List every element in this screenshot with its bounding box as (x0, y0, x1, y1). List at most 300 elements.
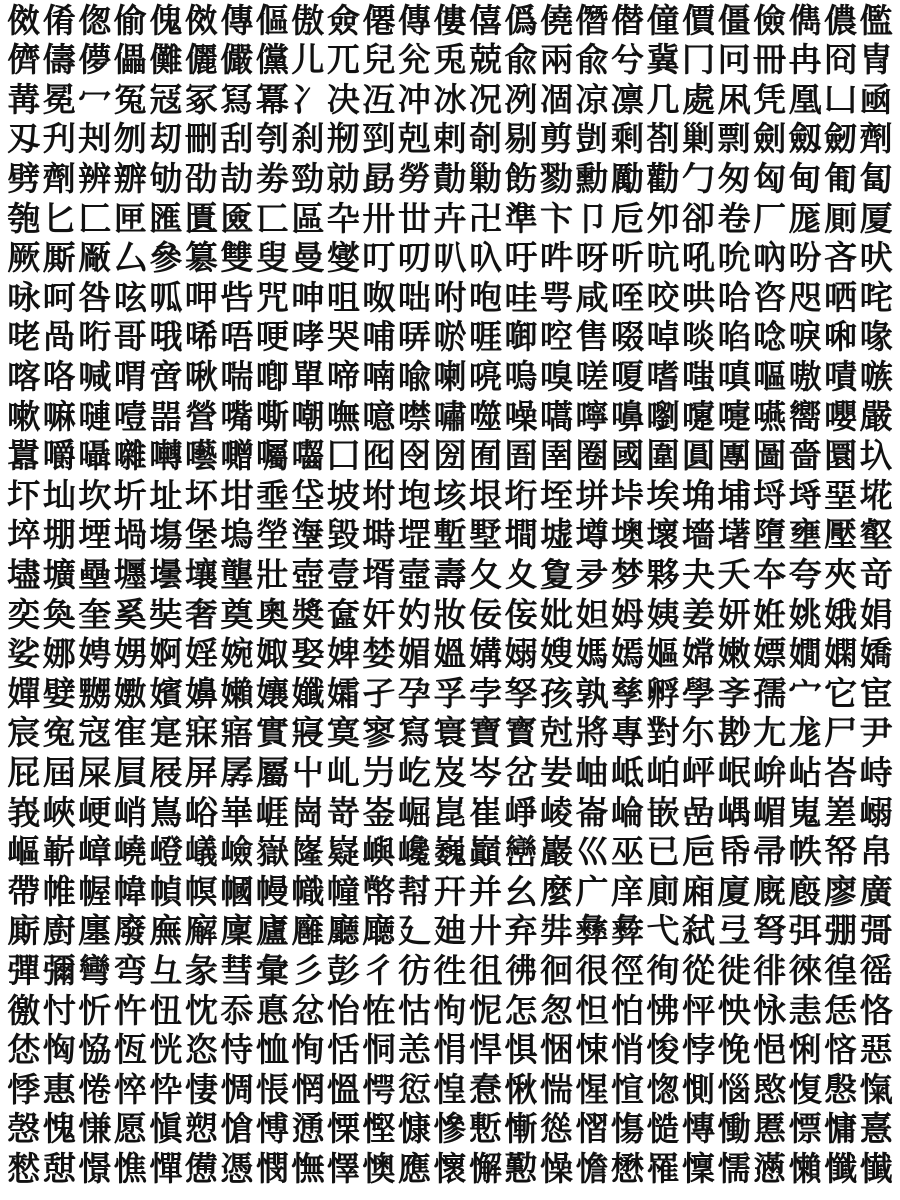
glyph-character: 妍 (717, 594, 751, 634)
glyph-character: 兊 (397, 40, 431, 80)
glyph-character: 坏 (184, 475, 218, 515)
glyph-character: 哺 (362, 317, 396, 357)
glyph-character: 冖 (78, 79, 112, 119)
glyph-character: 叮 (362, 238, 396, 278)
glyph-character: 嫐 (113, 673, 147, 713)
glyph-character: 愕 (362, 1069, 396, 1109)
glyph-character: 嬲 (78, 673, 112, 713)
glyph-character: 悳 (255, 990, 289, 1030)
glyph-character: 塢 (220, 515, 254, 555)
glyph-character: 圷 (7, 475, 41, 515)
glyph-character: 嚆 (539, 396, 573, 436)
glyph-character: 婀 (149, 634, 183, 674)
glyph-character: 嚶 (824, 396, 858, 436)
glyph-character: 垳 (504, 475, 538, 515)
glyph-character: 冊 (753, 40, 787, 80)
glyph-character: 忱 (184, 990, 218, 1030)
glyph-character: 孃 (255, 673, 289, 713)
glyph-character: 壙 (42, 554, 76, 594)
glyph-character: 噫 (362, 396, 396, 436)
glyph-character: 卷 (717, 198, 751, 238)
glyph-character: 庠 (611, 871, 645, 911)
glyph-character: 壯 (255, 554, 289, 594)
glyph-character: 媚 (397, 634, 431, 674)
glyph-character: 恣 (184, 1030, 218, 1070)
glyph-character: 圦 (859, 436, 893, 476)
glyph-character: 孑 (362, 673, 396, 713)
glyph-character: 噐 (149, 396, 183, 436)
glyph-character: 寇 (78, 713, 112, 753)
glyph-character: 惴 (539, 1069, 573, 1109)
glyph-character: 唏 (184, 317, 218, 357)
glyph-character: 怛 (575, 990, 609, 1030)
glyph-character: 呰 (220, 277, 254, 317)
glyph-character: 嫋 (504, 634, 538, 674)
glyph-character: 冫 (291, 79, 325, 119)
glyph-character: 圄 (504, 436, 538, 476)
glyph-character: 儖 (859, 0, 893, 40)
glyph-character: 剳 (646, 119, 680, 159)
glyph-character: 孥 (504, 673, 538, 713)
glyph-character: 壅 (788, 515, 822, 555)
glyph-character: 刋 (42, 119, 76, 159)
glyph-character: 忸 (149, 990, 183, 1030)
glyph-character: 囃 (113, 436, 147, 476)
glyph-character: 弑 (682, 911, 716, 951)
glyph-character: 孺 (753, 673, 787, 713)
glyph-character: 卩 (575, 198, 609, 238)
glyph-character: 懷 (433, 1148, 467, 1188)
glyph-character: 嚊 (611, 396, 645, 436)
glyph-character: 崙 (575, 792, 609, 832)
glyph-character: 徂 (468, 950, 502, 990)
glyph-character: 宦 (859, 673, 893, 713)
glyph-character: 咢 (539, 277, 573, 317)
glyph-character: 懋 (611, 1148, 645, 1188)
glyph-character: 彷 (397, 950, 431, 990)
glyph-character: 咆 (468, 277, 502, 317)
glyph-character: 嚔 (682, 396, 716, 436)
glyph-character: 嚼 (42, 436, 76, 476)
glyph-character: 娉 (78, 634, 112, 674)
glyph-character: 塰 (291, 515, 325, 555)
glyph-character: 慵 (824, 1109, 858, 1149)
glyph-character: 匆 (717, 158, 751, 198)
glyph-character: 冦 (149, 79, 183, 119)
glyph-character: 惶 (433, 1069, 467, 1109)
glyph-character: 剴 (575, 119, 609, 159)
glyph-character: 墺 (611, 515, 645, 555)
glyph-character: 夲 (753, 554, 787, 594)
glyph-character: 刔 (78, 119, 112, 159)
glyph-character: 址 (149, 475, 183, 515)
glyph-character: 冪 (255, 79, 289, 119)
glyph-character: 彎 (78, 950, 112, 990)
glyph-character: 匣 (113, 198, 147, 238)
glyph-character: 啼 (326, 356, 360, 396)
glyph-character: 嵜 (326, 792, 360, 832)
glyph-character: 國 (611, 436, 645, 476)
glyph-character: 噬 (468, 396, 502, 436)
glyph-character: 厥 (7, 238, 41, 278)
glyph-character: 寔 (149, 713, 183, 753)
glyph-character: 呱 (149, 277, 183, 317)
glyph-character: 壜 (149, 554, 183, 594)
glyph-character: 尸 (824, 713, 858, 753)
glyph-character: 弯 (113, 950, 147, 990)
glyph-character: 壞 (646, 515, 680, 555)
glyph-character: 孀 (326, 673, 360, 713)
glyph-character: 恷 (7, 1030, 41, 1070)
glyph-character: 匚 (78, 198, 112, 238)
glyph-character: 廳 (326, 911, 360, 951)
glyph-character: 厠 (824, 198, 858, 238)
glyph-character: 兪 (575, 40, 609, 80)
glyph-character: 壓 (824, 515, 858, 555)
glyph-character: 嶼 (362, 832, 396, 872)
glyph-character: 忿 (291, 990, 325, 1030)
glyph-character: 奢 (184, 594, 218, 634)
glyph-character: 廰 (362, 911, 396, 951)
glyph-character: 慷 (397, 1109, 431, 1149)
glyph-character: 妲 (575, 594, 609, 634)
glyph-character: 峭 (113, 792, 147, 832)
glyph-character: 岑 (468, 752, 502, 792)
glyph-character: 恙 (397, 1030, 431, 1070)
glyph-character: 巍 (433, 832, 467, 872)
glyph-character: 卮 (611, 198, 645, 238)
glyph-character: 儉 (753, 0, 787, 40)
glyph-character: 帙 (788, 832, 822, 872)
glyph-character: 刮 (220, 119, 254, 159)
glyph-character: 孚 (433, 673, 467, 713)
glyph-character: 準 (504, 198, 538, 238)
glyph-character: 夐 (539, 554, 573, 594)
glyph-character: 帷 (42, 871, 76, 911)
glyph-character: 悸 (7, 1069, 41, 1109)
glyph-character: 廱 (291, 911, 325, 951)
glyph-character: 孛 (468, 673, 502, 713)
glyph-character: 憮 (291, 1148, 325, 1188)
glyph-character: 垠 (468, 475, 502, 515)
glyph-character: 塒 (362, 515, 396, 555)
glyph-character: 徃 (433, 950, 467, 990)
glyph-character: 厮 (42, 238, 76, 278)
glyph-character: 勵 (611, 158, 645, 198)
glyph-character: 嘛 (42, 396, 76, 436)
glyph-character: 吽 (539, 238, 573, 278)
glyph-character: 壽 (433, 554, 467, 594)
glyph-character: 冏 (824, 40, 858, 80)
glyph-character: 峩 (7, 792, 41, 832)
glyph-character: 嗾 (859, 356, 893, 396)
glyph-character: 嗽 (7, 396, 41, 436)
glyph-character: 墻 (682, 515, 716, 555)
glyph-character: 垓 (433, 475, 467, 515)
glyph-character: 喞 (255, 356, 289, 396)
glyph-character: 廡 (149, 911, 183, 951)
glyph-character: 惻 (682, 1069, 716, 1109)
glyph-character: 嵳 (824, 792, 858, 832)
glyph-character: 咬 (646, 277, 680, 317)
glyph-character: 寶 (468, 713, 502, 753)
glyph-character: 剩 (611, 119, 645, 159)
glyph-character: 嬋 (7, 673, 41, 713)
glyph-character: 妣 (539, 594, 573, 634)
glyph-character: 兩 (539, 40, 573, 80)
glyph-character: 寃 (42, 713, 76, 753)
glyph-character: 奸 (362, 594, 396, 634)
glyph-character: 傀 (149, 0, 183, 40)
glyph-character: 吩 (788, 238, 822, 278)
glyph-character: 壗 (7, 554, 41, 594)
glyph-character: 圉 (539, 436, 573, 476)
glyph-character: 嫺 (788, 634, 822, 674)
glyph-character: 呀 (575, 238, 609, 278)
glyph-character: 悍 (468, 1030, 502, 1070)
glyph-character: 寰 (433, 713, 467, 753)
glyph-character: 廐 (753, 871, 787, 911)
glyph-character: 埔 (717, 475, 751, 515)
glyph-character: 囈 (184, 436, 218, 476)
glyph-character: 嶂 (78, 832, 112, 872)
glyph-character: 儺 (149, 40, 183, 80)
glyph-character: 卻 (682, 198, 716, 238)
glyph-character: 凅 (539, 79, 573, 119)
glyph-character: 價 (682, 0, 716, 40)
glyph-character: 刳 (255, 119, 289, 159)
glyph-character: 几 (646, 79, 680, 119)
glyph-character: 儚 (78, 40, 112, 80)
glyph-character: 寉 (113, 713, 147, 753)
glyph-character: 喇 (433, 356, 467, 396)
glyph-character: 冰 (433, 79, 467, 119)
glyph-character: 勸 (646, 158, 680, 198)
glyph-character: 憙 (859, 1109, 893, 1149)
glyph-character: 呵 (42, 277, 76, 317)
glyph-character: 兪 (504, 40, 538, 80)
glyph-character: 嗹 (78, 396, 112, 436)
glyph-character: 屹 (397, 752, 431, 792)
glyph-character: 墅 (468, 515, 502, 555)
glyph-character: 妛 (539, 752, 573, 792)
glyph-character: 惱 (717, 1069, 751, 1109)
glyph-character: 娶 (291, 634, 325, 674)
glyph-character: 埓 (788, 475, 822, 515)
glyph-character: 嗅 (539, 356, 573, 396)
glyph-character: 嫣 (611, 634, 645, 674)
glyph-character: 剿 (682, 119, 716, 159)
glyph-character: 劑 (42, 158, 76, 198)
glyph-character: 噪 (504, 396, 538, 436)
glyph-character: 嚥 (753, 396, 787, 436)
glyph-character: 剽 (717, 119, 751, 159)
glyph-character: 兎 (433, 40, 467, 80)
glyph-character: 儻 (255, 40, 289, 80)
glyph-character: 壘 (78, 554, 112, 594)
glyph-character: 奠 (220, 594, 254, 634)
glyph-character: 啻 (149, 356, 183, 396)
glyph-character: 叭 (433, 238, 467, 278)
glyph-character: 幢 (326, 871, 360, 911)
glyph-character: 圜 (824, 436, 858, 476)
glyph-character: 勞 (397, 158, 431, 198)
glyph-character: 喘 (220, 356, 254, 396)
glyph-character: 嘯 (433, 396, 467, 436)
glyph-character: 廢 (113, 911, 147, 951)
glyph-character: 兀 (326, 40, 360, 80)
glyph-character: 嬶 (184, 673, 218, 713)
glyph-character: 嚮 (788, 396, 822, 436)
glyph-character: 幟 (291, 871, 325, 911)
glyph-character: 儷 (184, 40, 218, 80)
glyph-character: 尢 (753, 713, 787, 753)
glyph-character: 懊 (362, 1148, 396, 1188)
glyph-character: 夸 (788, 554, 822, 594)
glyph-character: 凾 (859, 79, 893, 119)
glyph-character: 怎 (504, 990, 538, 1030)
glyph-character: 啜 (611, 317, 645, 357)
glyph-character: 學 (682, 673, 716, 713)
glyph-character: 孱 (220, 752, 254, 792)
glyph-character: 慥 (646, 1109, 680, 1149)
glyph-character: 團 (717, 436, 751, 476)
glyph-character: 巵 (682, 832, 716, 872)
glyph-character: 唹 (433, 317, 467, 357)
glyph-character: 崛 (397, 792, 431, 832)
glyph-character: 剌 (433, 119, 467, 159)
glyph-character: 屎 (78, 752, 112, 792)
glyph-character: 厰 (78, 238, 112, 278)
glyph-character: 彑 (149, 950, 183, 990)
glyph-character: 愬 (184, 1109, 218, 1149)
glyph-character: 倄 (42, 0, 76, 40)
glyph-character: 堊 (824, 475, 858, 515)
glyph-character: 剋 (397, 119, 431, 159)
glyph-character: 弃 (504, 911, 538, 951)
glyph-character: 彿 (504, 950, 538, 990)
glyph-character: 巓 (468, 832, 502, 872)
glyph-character: 怩 (468, 990, 502, 1030)
glyph-character: 懌 (326, 1148, 360, 1188)
glyph-character: 劔 (788, 119, 822, 159)
glyph-character: 墮 (753, 515, 787, 555)
glyph-character: 塹 (433, 515, 467, 555)
glyph-character: 埆 (682, 475, 716, 515)
glyph-character: 僂 (433, 0, 467, 40)
glyph-character: 寞 (326, 713, 360, 753)
glyph-character: 匱 (184, 198, 218, 238)
glyph-character: 營 (184, 396, 218, 436)
glyph-character: 吁 (504, 238, 538, 278)
glyph-character: 彭 (326, 950, 360, 990)
glyph-character: 垪 (575, 475, 609, 515)
glyph-character: 岾 (788, 752, 822, 792)
glyph-character: 屬 (255, 752, 289, 792)
glyph-character: 憊 (184, 1148, 218, 1188)
glyph-character: 悴 (113, 1069, 147, 1109)
glyph-character: 冑 (859, 40, 893, 80)
glyph-character: 嶇 (7, 832, 41, 872)
glyph-character: 媼 (433, 634, 467, 674)
glyph-character: 刪 (184, 119, 218, 159)
glyph-character: 怺 (753, 990, 787, 1030)
glyph-character: 咾 (7, 317, 41, 357)
glyph-row (6, 1144, 894, 1192)
glyph-character: 嘸 (326, 396, 360, 436)
glyph-character: 啅 (646, 317, 680, 357)
glyph-character: 崢 (504, 792, 538, 832)
glyph-character: 卞 (539, 198, 573, 238)
glyph-character: 甸 (788, 158, 822, 198)
glyph-character: 儼 (220, 40, 254, 80)
glyph-character: 凩 (717, 79, 751, 119)
glyph-character: 愡 (646, 1069, 680, 1109)
glyph-character: 廖 (824, 871, 858, 911)
glyph-character: 壤 (184, 554, 218, 594)
glyph-character: 悧 (788, 1030, 822, 1070)
glyph-character: 幄 (78, 871, 112, 911)
glyph-character: 叺 (468, 238, 502, 278)
glyph-character: 勁 (291, 158, 325, 198)
glyph-character: 塋 (255, 515, 289, 555)
glyph-character: 嶷 (326, 832, 360, 872)
glyph-character: 恪 (859, 990, 893, 1030)
glyph-character: 奎 (78, 594, 112, 634)
glyph-character: 喙 (859, 317, 893, 357)
glyph-character: 奚 (113, 594, 147, 634)
glyph-character: 徨 (824, 950, 858, 990)
glyph-character: 埣 (7, 515, 41, 555)
glyph-character: 恁 (824, 990, 858, 1030)
glyph-character: 哦 (149, 317, 183, 357)
glyph-character: 劼 (220, 158, 254, 198)
glyph-character: 囮 (362, 436, 396, 476)
glyph-character: 悋 (824, 1030, 858, 1070)
glyph-character: 劈 (7, 158, 41, 198)
glyph-character: 竒 (859, 554, 893, 594)
glyph-character: 儿 (291, 40, 325, 80)
glyph-character: 埃 (646, 475, 680, 515)
glyph-character: 崟 (362, 792, 396, 832)
glyph-character: 垤 (539, 475, 573, 515)
glyph-character: 嶽 (255, 832, 289, 872)
glyph-character: 忰 (149, 1069, 183, 1109)
glyph-character: 壼 (397, 554, 431, 594)
glyph-character: 冂 (682, 40, 716, 80)
glyph-character: 弩 (753, 911, 787, 951)
glyph-character: 毀 (326, 515, 360, 555)
glyph-character: 岶 (646, 752, 680, 792)
glyph-character: 燮 (326, 238, 360, 278)
glyph-character: 喟 (113, 356, 147, 396)
glyph-character: 徑 (611, 950, 645, 990)
glyph-character: 哽 (255, 317, 289, 357)
glyph-character: 嚏 (717, 396, 751, 436)
glyph-character: 崋 (220, 792, 254, 832)
glyph-character: 刹 (291, 119, 325, 159)
glyph-character: 埀 (255, 475, 289, 515)
glyph-character: 嫖 (753, 634, 787, 674)
glyph-character: 妁 (397, 594, 431, 634)
glyph-character: 孅 (291, 673, 325, 713)
glyph-character: 岫 (575, 752, 609, 792)
glyph-character: 儡 (113, 40, 147, 80)
glyph-character: 圻 (113, 475, 147, 515)
glyph-character: 匕 (42, 198, 76, 238)
glyph-character: 僣 (611, 0, 645, 40)
glyph-character: 囁 (78, 436, 112, 476)
